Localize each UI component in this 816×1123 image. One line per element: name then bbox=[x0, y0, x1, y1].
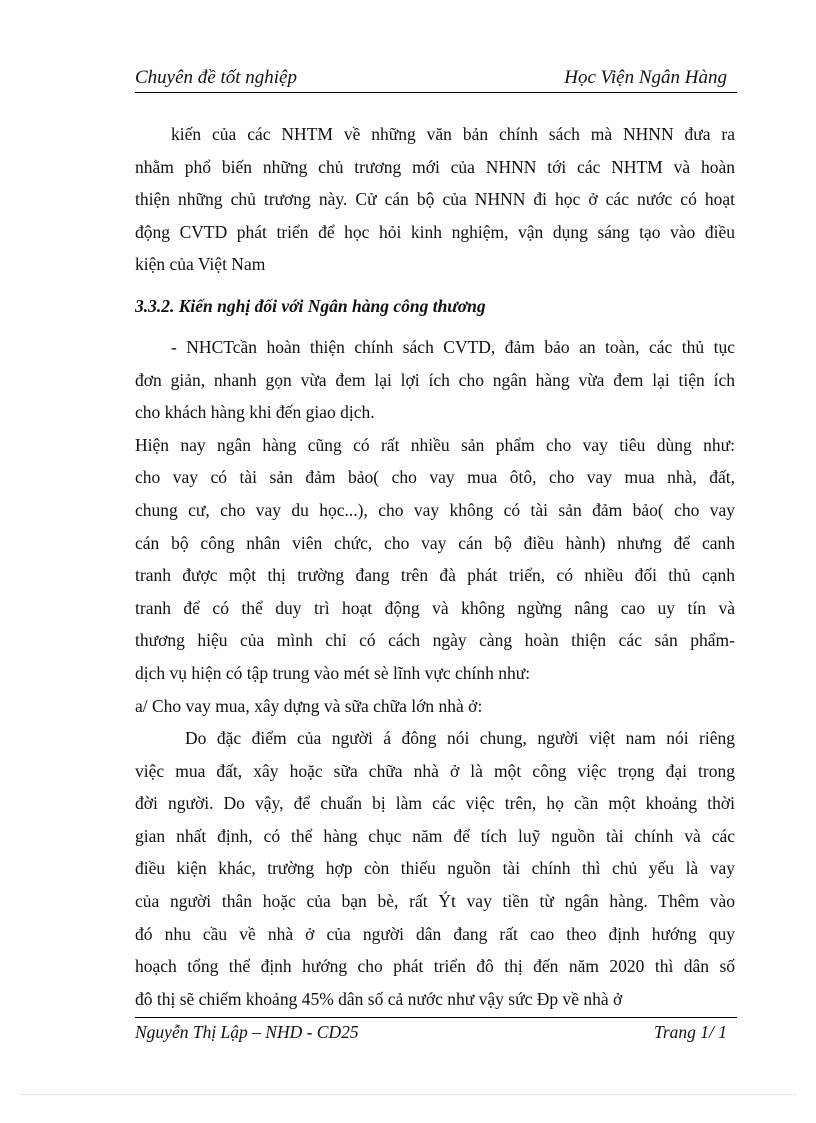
page-bottom-divider bbox=[20, 1094, 796, 1095]
page-header bbox=[135, 64, 737, 93]
text-line: đó nhu cầu về nhà ở của người dân đang rất cao theo định hướng quy bbox=[135, 923, 735, 944]
text-line: cán bộ công nhân viên chức, cho vay cán bộ điều hành) nhưng để canh bbox=[135, 532, 735, 553]
page-footer bbox=[135, 1017, 737, 1048]
text-line: động CVTD phát triển để học hỏi kinh nghiệm, vận dụng sáng tạo vào điều bbox=[135, 221, 735, 242]
text-line: chung cư, cho vay du học...), cho vay không có tài sản đảm bảo( cho vay bbox=[135, 499, 735, 520]
text-line: nhằm phổ biến những chủ trương mới của NHNN tới các NHTM và hoàn bbox=[135, 156, 735, 177]
text-line: Hiện nay ngân hàng cũng có rất nhiều sản phẩm cho vay tiêu dùng như: bbox=[135, 434, 735, 455]
text-line: đơn giản, nhanh gọn vừa đem lại lợi ích cho ngân hàng vừa đem lại tiện ích bbox=[135, 369, 735, 390]
text-line: - NHCTcần hoàn thiện chính sách CVTD, đảm bảo an toàn, các thủ tục bbox=[171, 336, 735, 357]
header-document-title: Chuyên đề tốt nghiệp bbox=[135, 67, 297, 88]
paragraph-housing-loans bbox=[135, 722, 735, 1015]
text-line: của người thân hoặc của bạn bè, rất Ýt vay tiền từ ngân hàng. Thêm vào bbox=[135, 891, 735, 912]
text-line: gian nhất định, có thể hàng chục năm để tích luỹ nguồn tài chính và các bbox=[135, 825, 735, 846]
section-heading: 3.3.2. Kiến nghị đối với Ngân hàng công thương bbox=[135, 295, 486, 316]
text-line: điều kiện khác, trường hợp còn thiếu nguồn tài chính thì chủ yếu là vay bbox=[135, 858, 735, 879]
text-line: dịch vụ hiện có tập trung vào mét sè lĩnh vực chính như: bbox=[135, 662, 531, 683]
text-line: đô thị sẽ chiếm khoảng 45% dân số cả nước như vậy sức Ðp về nhà ở bbox=[135, 988, 623, 1009]
text-line: cho khách hàng khi đến giao dịch. bbox=[135, 402, 375, 423]
subsection-heading: a/ Cho vay mua, xây dựng và sữa chữa lớn nhà ở: bbox=[135, 695, 483, 716]
text-line: tranh được một thị trường đang trên đà phát triển, có nhiều đối thủ cạnh bbox=[135, 565, 735, 586]
header-institution: Học Viện Ngân Hàng bbox=[564, 67, 727, 88]
text-line: Do đặc điểm của người á đông nói chung, người việt nam nói riêng bbox=[185, 728, 735, 749]
paragraph-policy bbox=[135, 331, 735, 429]
text-line: tranh để có thể duy trì hoạt động và không ngừng nâng cao uy tín và bbox=[135, 597, 735, 618]
footer-page-number: Trang 1/ 1 bbox=[654, 1022, 727, 1042]
text-line: hoạch tổng thể định hướng cho phát triển đô thị đến năm 2020 thì dân số bbox=[135, 956, 735, 977]
text-line: cho vay có tài sản đảm bảo( cho vay mua ôtô, cho vay mua nhà, đất, bbox=[135, 467, 735, 488]
paragraph-products bbox=[135, 429, 735, 690]
text-line: thương hiệu của mình chỉ có cách ngày càng hoàn thiện các sản phẩm- bbox=[135, 630, 735, 651]
text-line: kiện của Việt Nam bbox=[135, 254, 266, 275]
footer-author: Nguyễn Thị Lập – NHD - CD25 bbox=[135, 1022, 359, 1042]
text-line: đời người. Do vậy, để chuẩn bị làm các việc trên, họ cần một khoảng thời bbox=[135, 793, 735, 814]
page-body bbox=[135, 118, 735, 1015]
paragraph-recommendations-continued bbox=[135, 118, 735, 281]
text-line: kiến của các NHTM về những văn bản chính sách mà NHNN đưa ra bbox=[171, 124, 735, 144]
text-line: thiện những chủ trương này. Cử cán bộ của NHNN đi học ở các nước có hoạt bbox=[135, 189, 735, 210]
text-line: việc mua đất, xây hoặc sữa chữa nhà ở là một công việc trọng đại trong bbox=[135, 760, 735, 781]
